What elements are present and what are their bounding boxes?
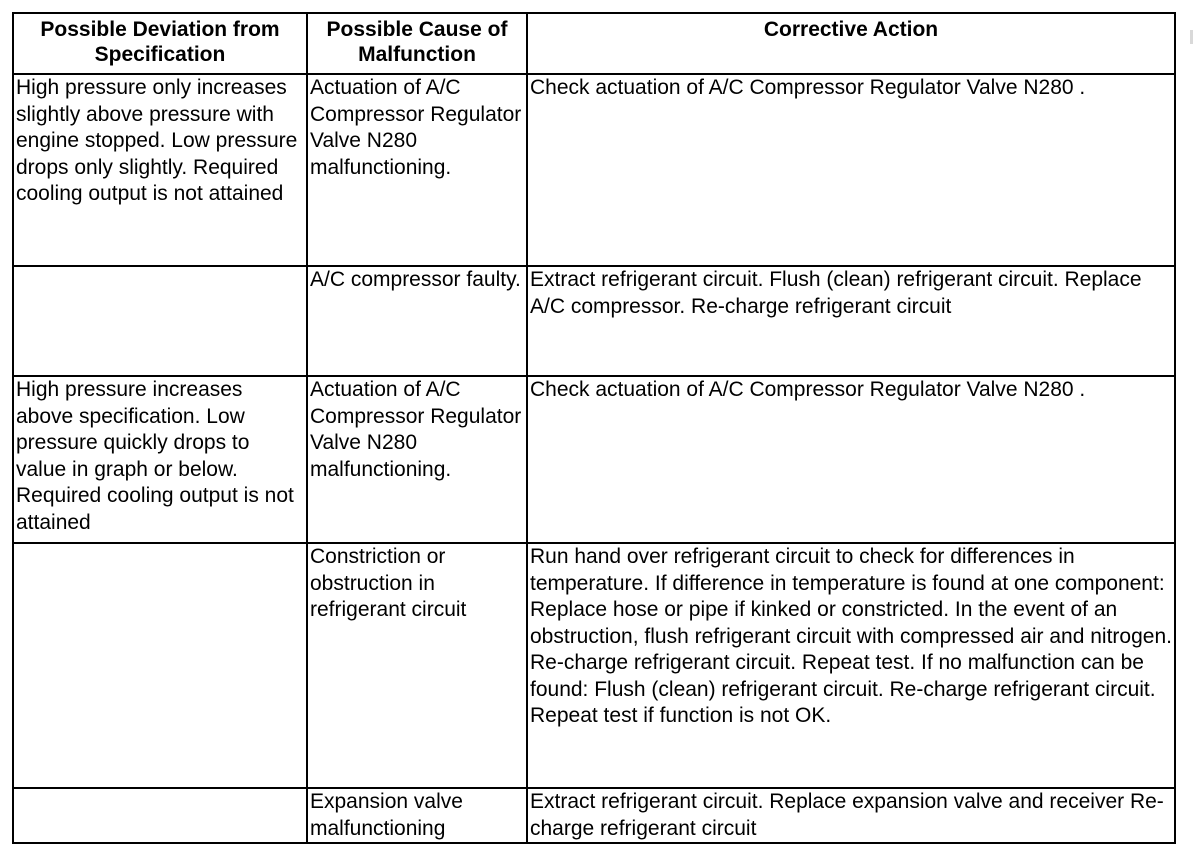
cause-cell: Constriction or obstruction in refrigerant circuit bbox=[307, 543, 527, 788]
action-cell bbox=[527, 376, 1175, 543]
table-row bbox=[13, 543, 1175, 788]
action-text: Extract refrigerant circuit. Flush (clean) refrigerant circuit. Replace A/C compressor. Re-charge refrigerant circuit bbox=[530, 268, 1142, 318]
deviation-cell: High pressure only increases slightly above pressure with engine stopped. Low pressure drops only slightly. Required cooling output is not attained bbox=[13, 74, 307, 266]
deviation-cell bbox=[13, 788, 307, 843]
cause-cell: Actuation of A/C Compressor Regulator Valve N280 malfunctioning. bbox=[307, 376, 527, 543]
cause-cell: Expansion valve malfunctioning bbox=[307, 788, 527, 843]
action-text: Check actuation of A/C Compressor Regulator Valve N280 . bbox=[530, 76, 1086, 99]
action-cell bbox=[527, 543, 1175, 788]
action-text: Check actuation of A/C Compressor Regulator Valve N280 . bbox=[530, 378, 1086, 401]
deviation-cell bbox=[13, 543, 307, 788]
header-action: Corrective Action bbox=[527, 13, 1175, 74]
diagnosis-table bbox=[12, 12, 1176, 844]
action-cell bbox=[527, 266, 1175, 376]
action-text-followup: Repeat test if function is not OK. bbox=[530, 704, 832, 727]
deviation-cell: High pressure increases above specification. Low pressure quickly drops to value in graph or below. Required cooling output is not attained bbox=[13, 376, 307, 543]
action-text: Run hand over refrigerant circuit to check for differences in temperature. If difference in temperature is found at one component: Replace hose or pipe if kinked or constricted. In the event of an obstruction, flush refrigerant circuit with compressed air and nitrogen. Re-charge refrigerant circuit. Repeat test. If no malfunction can be found: Flush (clean) refrigerant circuit. Re-charge refrigerant circuit. bbox=[530, 545, 1172, 701]
table-row bbox=[13, 788, 1175, 843]
action-cell bbox=[527, 788, 1175, 843]
action-text: Extract refrigerant circuit. Replace expansion valve and receiver Re-charge refrigerant circuit bbox=[530, 790, 1164, 840]
action-cell bbox=[527, 74, 1175, 266]
cause-cell: Actuation of A/C Compressor Regulator Valve N280 malfunctioning. bbox=[307, 74, 527, 266]
table-row bbox=[13, 74, 1175, 266]
table-row bbox=[13, 266, 1175, 376]
deviation-cell bbox=[13, 266, 307, 376]
header-cause: Possible Cause of Malfunction bbox=[307, 13, 527, 74]
header-row bbox=[13, 13, 1175, 74]
cause-cell: A/C compressor faulty. bbox=[307, 266, 527, 376]
header-deviation: Possible Deviation from Specification bbox=[13, 13, 307, 74]
table-row bbox=[13, 376, 1175, 543]
page-edge-mark bbox=[1190, 30, 1193, 44]
